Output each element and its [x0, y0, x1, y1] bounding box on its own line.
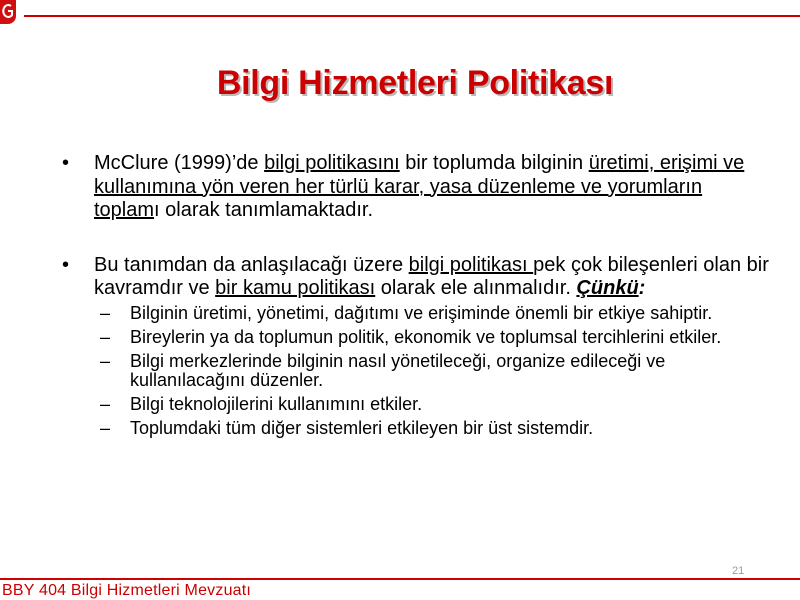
header-rule-1 [24, 15, 210, 17]
bullet-definition [62, 152, 772, 223]
header-rule-4 [602, 15, 800, 17]
underlined-term: bir kamu politikası [215, 277, 376, 299]
header-rule-2 [210, 15, 406, 17]
text-segment: pek çok bileşenleri olan bir kavramdır ve [94, 253, 769, 299]
sub-item-text: Bireylerin ya da toplumun politik, ekonomik ve toplumsal tercihlerini etkiler. [130, 326, 722, 347]
underlined-term: bilgi politikasını [264, 152, 400, 174]
university-logo-icon [0, 0, 16, 24]
emphasis-word [576, 277, 645, 299]
text-segment: bir toplumda bilginin [399, 152, 589, 174]
underlined-phrase: üretimi, erişimi ve kullanımına yön veren her türlü karar, yasa düzenleme ve yorumların toplam [94, 152, 745, 221]
sub-item [94, 395, 772, 414]
page-number: 21 [732, 565, 745, 577]
bullet-marker: • [62, 152, 70, 174]
sub-item [94, 328, 772, 347]
slide-content [62, 152, 772, 443]
bullet-marker: • [62, 253, 70, 276]
text-segment: ı olarak tanımlamaktadır. [154, 199, 374, 221]
emphasis-text: Çünkü [576, 277, 639, 299]
dash-marker: – [100, 393, 111, 414]
bullet-text [94, 152, 744, 221]
sub-item [94, 304, 772, 323]
dash-marker: – [100, 417, 111, 438]
slide-title: Bilgi Hizmetleri Politikası [216, 64, 614, 102]
dash-marker: – [100, 302, 111, 323]
dash-marker: – [100, 350, 111, 371]
emphasis-suffix: : [638, 277, 646, 299]
dash-marker: – [100, 326, 111, 347]
footer-rule [0, 578, 800, 580]
sub-item-text: Bilgi teknolojilerini kullanımını etkiler. [130, 393, 423, 414]
bullet-public-policy [62, 254, 772, 438]
footer-course-title: BBY 404 Bilgi Hizmetleri Mevzuatı [2, 582, 252, 599]
sub-item-text: Bilginin üretimi, yönetimi, dağıtımı ve erişiminde önemli bir etkiye sahiptir. [130, 302, 713, 323]
text-segment: Bu tanımdan da anlaşılacağı üzere [94, 253, 409, 276]
sub-item [94, 419, 772, 438]
sub-list [94, 304, 772, 438]
sub-item [94, 352, 772, 390]
sub-item-text: Bilgi merkezlerinde bilginin nasıl yönetileceği, organize edileceği ve kullanılacağını düzenler. [130, 350, 666, 390]
underlined-term: bilgi politikası [408, 253, 534, 276]
text-segment: olarak ele alınmalıdır. [375, 277, 577, 299]
bullet-text [94, 254, 769, 300]
text-segment: McClure (1999)’de [94, 152, 265, 174]
header-rule-3 [406, 15, 602, 17]
sub-item-text: Toplumdaki tüm diğer sistemleri etkileyen bir üst sistemdir. [130, 417, 594, 438]
